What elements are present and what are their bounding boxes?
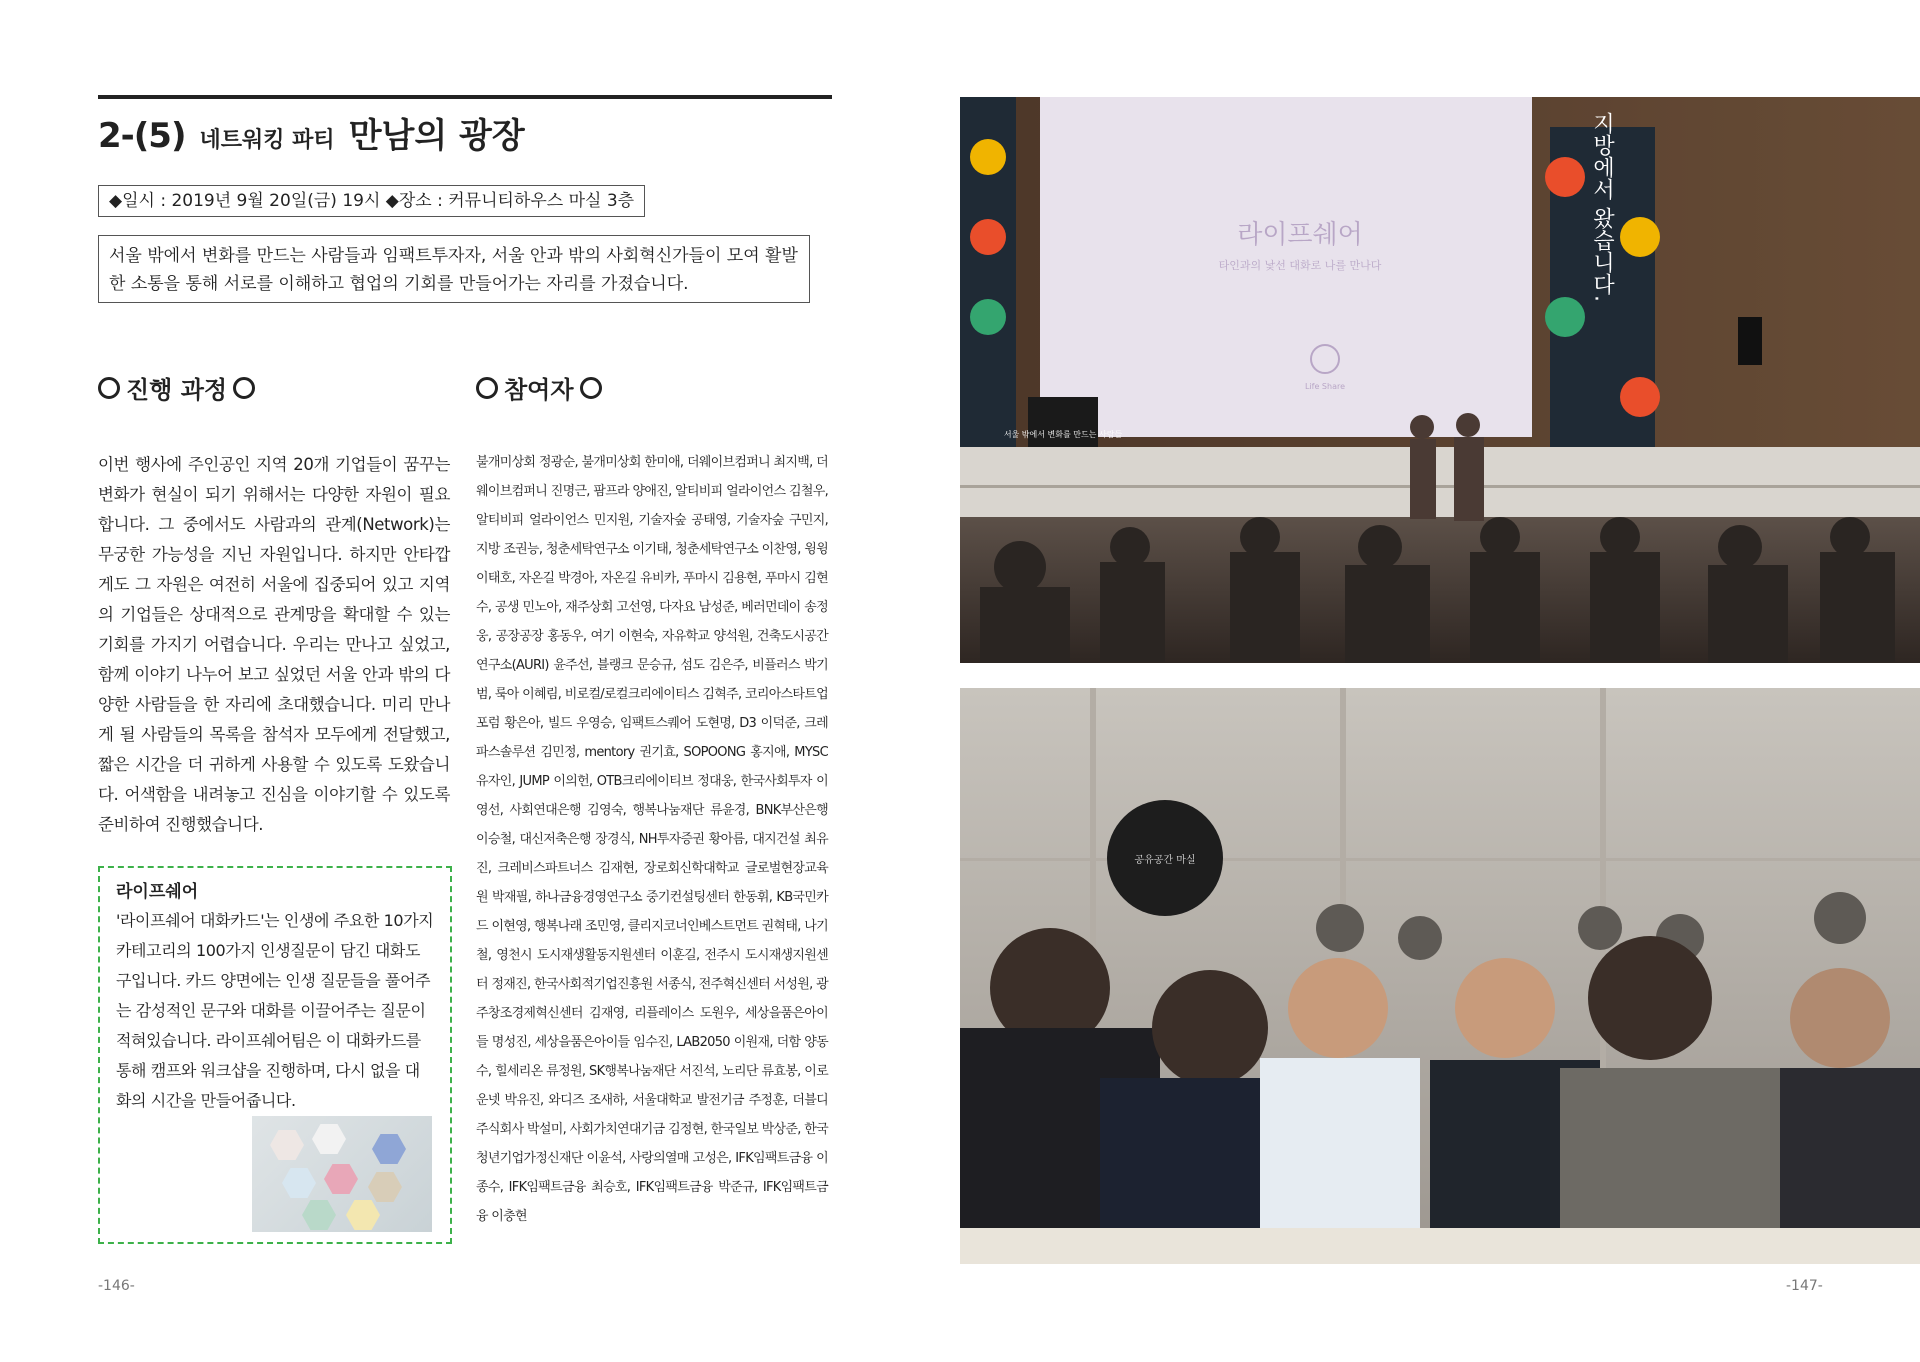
process-heading	[98, 370, 255, 405]
standee-text: 서울 밖에서 변화를 만드는 사람들	[1003, 430, 1123, 439]
page-title	[98, 108, 832, 158]
section-number: 2-(5)	[98, 116, 186, 156]
lifeshare-desc: '라이프쉐어 대화카드'는 인생에 주요한 10가지 카테고리의 100가지 인생질문이 담긴 대화도구입니다. 카드 양면에는 인생 질문들을 풀어주는 감성적인 문구와 대화를 이끌어주는 질문이 적혀있습니다. 라이프쉐어팀은 이 대화카드를 통해 캠프와 워크샵을 진행하며, 다시 없을 대화의 시간을 만들어줍니다.	[116, 911, 434, 1110]
participants-list: 불개미상회 정광순, 불개미상회 한미애, 더웨이브컴퍼니 최지백, 더웨이브컴퍼니 진명근, 팜프라 양애진, 알티비피 얼라이언스 김철우, 알티비피 얼라이언스 민지원, 기술자숲 공태영, 기술자숲 구민지, 지방 조권능, 청춘세탁연구소 이기태, 청춘세탁연구소 이찬영, 윙윙 이태호, 자온길 박경아, 자온길 유비카, 푸마시 김용현, 푸마시 김현수, 공생 민노아, 재주상회 고선영, 다자요 남성준, 베러먼데이 송정웅, 공장공장 홍동우, 여기 이현숙, 자유학교 양석원, 건축도시공간연구소(AURI) 윤주선, 블랭크 문승규, 섬도 김은주, 비플러스 박기범, 룩아 이혜림, 비로컬/로컬크리에이티스 김혁주, 코리아스타트업포럼 황은아, 빌드 우영승, 임팩트스퀘어 도현명, D3 이덕준, 크레파스솔루션 김민정, mentory 권기효, SOPOONG 홍지애, MYSC 유자인, JUMP 이의헌, OTB크리에이티브 정대웅, 한국사회투자 이영선, 사회연대은행 김영숙, 행복나눔재단 류윤경, BNK부산은행 이승철, 대신저축은행 장경식, NH투자증권 황아름, 대지건설 최유진, 크레비스파트너스 김재현, 장로회신학대학교 글로벌현장교육원 박재필, 하나금융경영연구소 중기컨설팅센터 한동휘, KB국민카드 이현영, 행복나래 조민영, 클리지코너인베스트먼트 권혁태, 나기철, 영천시 도시재생활동지원센터 이훈길, 전주시 도시재생지원센터 정재진, 한국사회적기업진흥원 서종식, 전주혁신센터 서성원, 광주창조경제혁신센터 김재영, 리플레이스 도원우, 세상을품은아이들 명성진, 세상을품은아이들 임수진, LAB2050 이원재, 더함 양동수, 힐세리온 류정원, SK행복나눔재단 서진석, 노리단 류효봉, 이로운넷 박유진, 와디즈 조새하, 서울대학교 발전기금 주정훈, 더블디 주식회사 박설미, 사회가치연대기금 김정현, 한국일보 박상준, 한국청년기업가정신재단 이윤석, 사랑의열매 고성은, IFK임팩트금융 이종수, IFK임팩트금융 최승호, IFK임팩트금융 박준규, IFK임팩트금융 이충현	[476, 455, 828, 1224]
sign-text: 공유공간 마실	[1134, 855, 1196, 866]
stage-photo-svg	[960, 97, 1920, 663]
card	[282, 1168, 316, 1198]
section-title: 만남의 광장	[348, 116, 525, 156]
circle-icon	[233, 377, 255, 399]
circle-icon	[580, 377, 602, 399]
card	[346, 1200, 380, 1230]
card	[368, 1172, 402, 1202]
card	[312, 1124, 346, 1154]
card	[372, 1134, 406, 1164]
participants-heading-label: 참여자	[504, 376, 574, 404]
networking-photo-svg	[960, 688, 1920, 1264]
event-photo-networking	[960, 688, 1920, 1264]
card	[324, 1164, 358, 1194]
process-body: 이번 행사에 주인공인 지역 20개 기업들이 꿈꾸는 변화가 현실이 되기 위해서는 다양한 자원이 필요합니다. 그 중에서도 사람과의 관계(Network)는 무궁한 가능성을 지닌 자원입니다. 하지만 안타깝게도 그 자원은 여전히 서울에 집중되어 있고 지역의 기업들은 상대적으로 관계망을 확대할 수 있는 기회를 가지기 어렵습니다. 우리는 만나고 싶었고, 함께 이야기 나누어 보고 싶었던 서울 안과 밖의 다양한 사람들을 한 자리에 초대했습니다. 미리 만나게 될 사람들의 목록을 참석자 모두에게 전달했고, 짧은 시간을 더 귀하게 사용할 수 있도록 도왔습니다. 어색함을 내려놓고 진심을 이야기할 수 있도록 준비하여 진행했습니다.	[98, 455, 450, 834]
event-meta: ◆일시 : 2019년 9월 20일(금) 19시 ◆장소 : 커뮤니티하우스 마실 3층	[98, 185, 645, 217]
lifeshare-title: 라이프쉐어	[116, 882, 199, 902]
intro-box: 서울 밖에서 변화를 만드는 사람들과 임팩트투자자, 서울 안과 밖의 사회혁신가들이 모여 활발한 소통을 통해 서로를 이해하고 협업의 기회를 만들어가는 자리를 가졌습니다.	[98, 235, 810, 303]
circle-icon	[476, 377, 498, 399]
process-heading-label: 진행 과정	[126, 376, 228, 404]
circle-icon	[98, 377, 120, 399]
event-photo-stage	[960, 97, 1920, 663]
page-number-right: -147-	[1786, 1278, 1823, 1294]
card	[270, 1130, 304, 1160]
section-subtitle: 네트워킹 파티	[199, 128, 335, 153]
screen-subtitle: 타인과의 낯선 대화로 나를 만나다	[1218, 259, 1382, 272]
screen-title: 라이프쉐어	[1237, 220, 1363, 250]
participants-heading	[476, 370, 602, 405]
header-rule	[98, 95, 832, 99]
banner-text: 지방에서 왔습니다.	[1589, 112, 1615, 302]
screen-logo: Life Share	[1304, 382, 1346, 391]
card	[302, 1200, 336, 1230]
page-number-left: -146-	[98, 1278, 135, 1294]
lifeshare-cards-image	[252, 1116, 432, 1232]
